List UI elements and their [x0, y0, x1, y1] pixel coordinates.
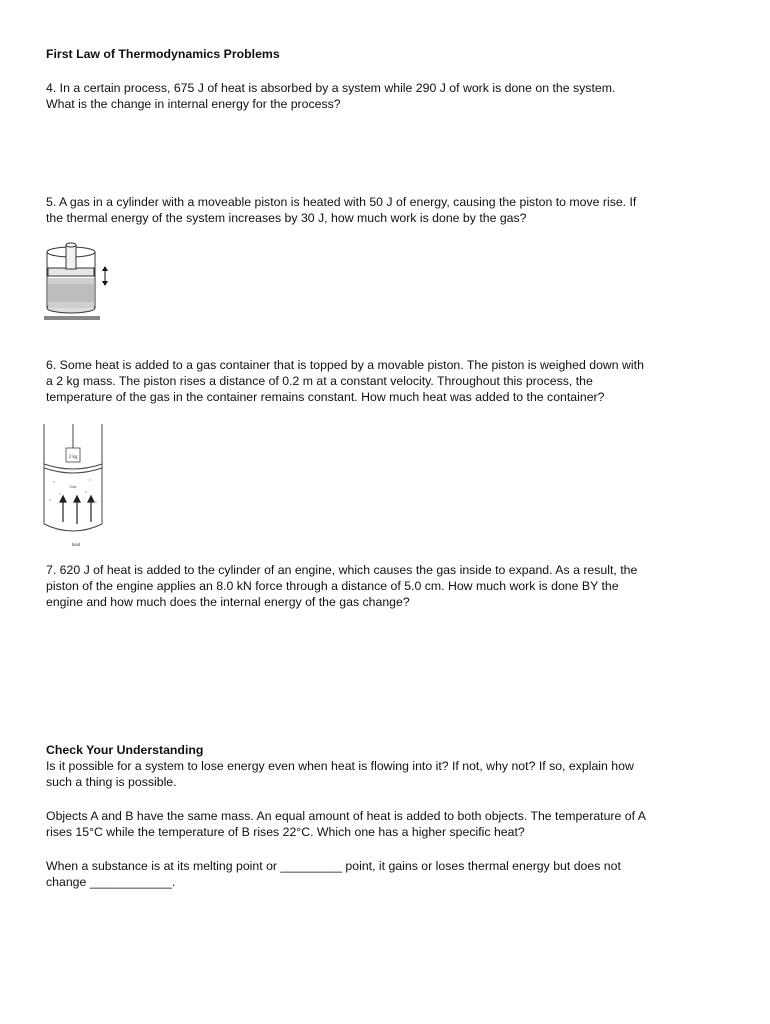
check-q1-line-1: Is it possible for a system to lose energy even when heat is flowing into it? If not, why not? If so, explain how: [46, 759, 634, 773]
check-heading: Check Your Understanding: [46, 743, 204, 757]
check-q3-line-2: change ____________.: [46, 875, 176, 889]
check-q1-line-2: such a thing is possible.: [46, 775, 177, 789]
problem-5-line-2: the thermal energy of the system increases by 30 J, how much work is done by the gas?: [46, 211, 527, 225]
problem-6-line-1: 6. Some heat is added to a gas container that is topped by a movable piston. The piston is weighed down with: [46, 358, 644, 372]
piston-cylinder-figure: [44, 242, 110, 324]
check-q2-line-1: Objects A and B have the same mass. An equal amount of heat is added to both objects. The temperature of A: [46, 809, 646, 823]
check-q2-line-2: rises 15°C while the temperature of B rises 22°C. Which one has a higher specific heat?: [46, 825, 525, 839]
up-down-arrow-icon: [102, 266, 108, 286]
problem-4-line-2: What is the change in internal energy for the process?: [46, 97, 341, 111]
problem-7-line-3: engine and how much does the internal energy of the gas change?: [46, 595, 410, 609]
check-q3-line-1: When a substance is at its melting point or _________ point, it gains or loses thermal energy but does not: [46, 859, 621, 873]
mass-piston-figure: [38, 420, 112, 550]
problem-6-line-3: temperature of the gas in the container remains constant. How much heat was added to the container?: [46, 390, 605, 404]
gas-label: Gas: [69, 484, 77, 489]
problem-5-line-1: 5. A gas in a cylinder with a moveable piston is heated with 50 J of energy, causing the piston to move rise. If: [46, 195, 637, 209]
heat-label: heat: [71, 543, 81, 548]
mass-label: 2 kg: [68, 455, 78, 460]
problem-7-line-2: piston of the engine applies an 8.0 kN force through a distance of 5.0 cm. How much work is done BY the: [46, 579, 619, 593]
piston: [44, 464, 102, 469]
page-title: First Law of Thermodynamics Problems: [46, 47, 280, 61]
piston-rod: [66, 245, 76, 269]
heat-arrows: [60, 496, 94, 524]
problem-4-line-1: 4. In a certain process, 675 J of heat is absorbed by a system while 290 J of work is done on the system.: [46, 81, 616, 95]
problem-6-line-2: a 2 kg mass. The piston rises a distance of 0.2 m at a constant velocity. Throughout this process, the: [46, 374, 593, 388]
base-plate: [44, 316, 100, 320]
problem-7-line-1: 7. 620 J of heat is added to the cylinder of an engine, which causes the gas inside to expand. As a result, the: [46, 563, 638, 577]
